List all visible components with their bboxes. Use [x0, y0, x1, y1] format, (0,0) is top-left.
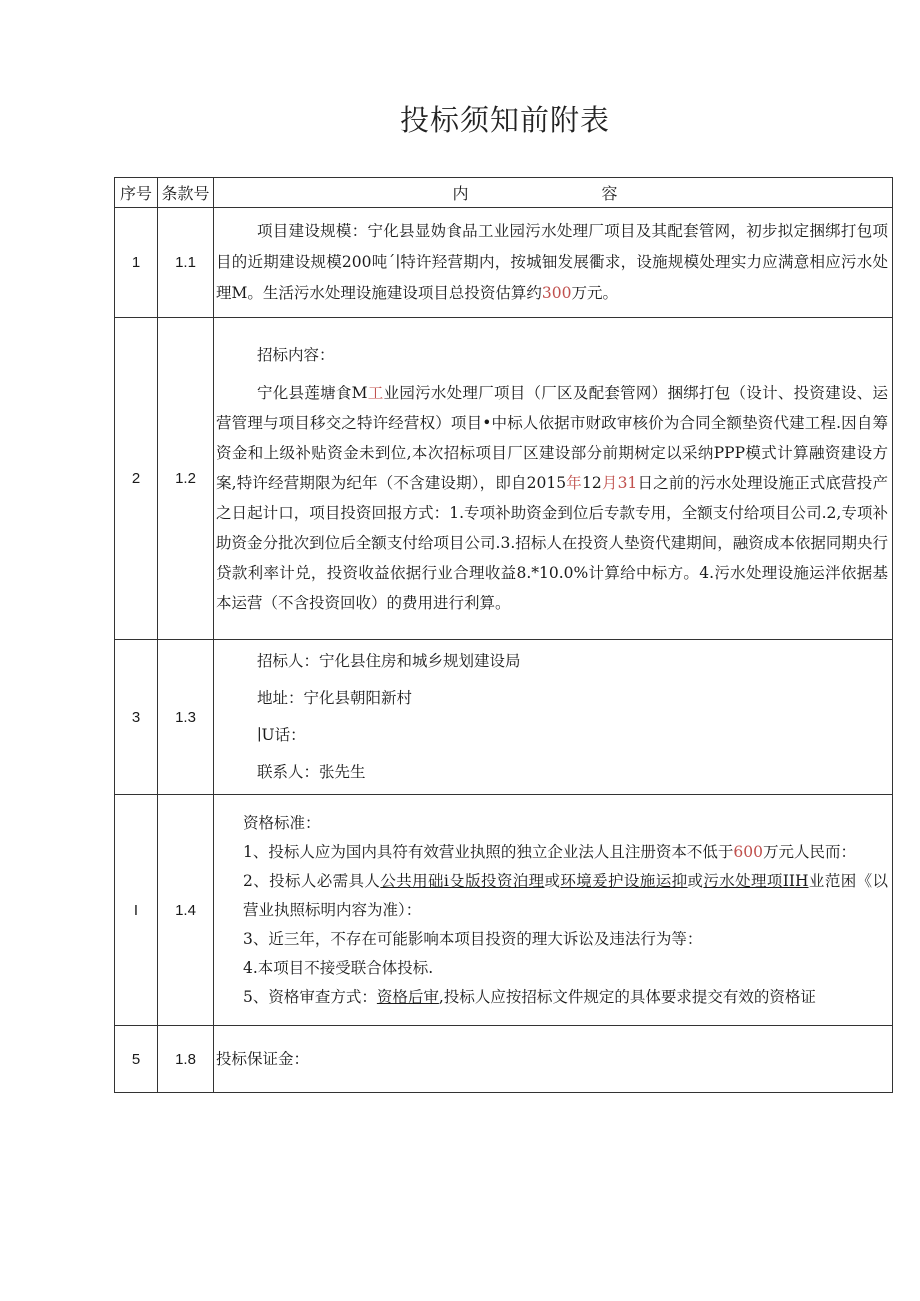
table-row — [115, 640, 893, 795]
header-no: 序号 — [115, 178, 158, 208]
row3-contact: 联系人：张先生 — [257, 763, 366, 781]
row2-heading: 招标内容： — [257, 345, 335, 364]
header-content-b: 容 — [601, 184, 618, 203]
row-clause: 1.1 — [158, 208, 214, 318]
row-content — [214, 1026, 893, 1093]
row4-scope-3: 污水处理项IIH — [703, 871, 809, 890]
row4-capital: 600 — [733, 842, 763, 861]
header-clause: 条款号 — [158, 178, 214, 208]
row-clause: 1.3 — [158, 640, 214, 795]
row4-item1-a: 1、投标人应为国内具符有效营业执照的独立企业法人且注册资本不低于 — [243, 842, 734, 861]
row4-item5-b: ,投标人应按招标文件规定的具体要求提交有效的资格证 — [438, 987, 816, 1006]
row1-text-a: 项目建设规模：宁化县显妫食品工业园污水处理厂项目及其配套管网，初步拟定捆绑打包项目的近期建设规模200吨ˊ∣特许羟营期内，按城钿发展衢求，设施规模处理实力应满意相应污水处理M。生活污水处理设施建设项目总投资估算约 — [216, 222, 888, 302]
row2-hl-3: 月 — [601, 473, 618, 492]
row4-item2-a: 2、投标人必需具人 — [243, 871, 381, 890]
row-no: 3 — [115, 640, 158, 795]
row1-text-b: 万元。 — [571, 284, 618, 302]
row2-text-b: 业园污水处理厂项目（厂区及配套管网）捆绑打包（设计、投资建设、运营管理与项目移交之特许经营权）项目•中标人依据市财政审核价为合同全额垫资代建工程.因自筹资金和上级补贴资金未到位,本次招标项目厂区建设部分前期树定以采纳PPP模式计算融资建设方案,特许经营期限为纪年（不含建设期），即自2015 — [216, 383, 888, 492]
row4-heading: 资格标准： — [243, 813, 321, 832]
header-content-a: 内 — [452, 184, 469, 203]
table-header-row — [115, 178, 893, 208]
row4-item2-b: 或 — [544, 871, 561, 890]
row2-text-e: 之前的污水处理设施正式底营投产之日起计口，项目投资回报方式：1.专项补助资金到位后专款专用，全额支付给项目公司.2,专项补助资金分批次到位后全额支付给项目公司.3.招标人在投资人垫资代建期间，融资成本依据同期央行贷款利率计兑，投资收益依据行业合理收益8.*10.0%计算给中标方。4.污水处理设施运泮依据基本运营（不含投资回收）的费用进行利算。 — [216, 473, 888, 612]
row-clause: 1.4 — [158, 795, 214, 1026]
row3-tenderer: 招标人：宁化县住房和城乡规划建设局 — [257, 652, 521, 670]
row2-hl-1: 工 — [367, 383, 384, 402]
row2-text-d: 31 — [617, 473, 638, 492]
row4-review-method: 资格后审 — [376, 987, 439, 1006]
row3-phone: ∣U话： — [257, 726, 306, 744]
table-row — [115, 795, 893, 1026]
row3-address: 地址：宁化县朝阳新村 — [257, 689, 413, 707]
attachment-table — [114, 177, 893, 1093]
row4-scope-2: 环境爰护设施运抑 — [560, 871, 688, 890]
row4-item2-d: 业范困《以营业执照标明内容为准）： — [243, 871, 888, 919]
row-no: 1 — [115, 208, 158, 318]
row-content — [214, 318, 893, 640]
row-content — [214, 795, 893, 1026]
row-no: 2 — [115, 318, 158, 640]
row4-item1-b: 万元人民而： — [762, 842, 856, 861]
row-no: I — [115, 795, 158, 1026]
row2-text-c: 12 — [581, 473, 602, 492]
row4-item4: 4.本项目不接受联合体投标. — [243, 958, 434, 977]
row5-bond: 投标保证金： — [216, 1049, 310, 1068]
row-clause: 1.2 — [158, 318, 214, 640]
row-no: 5 — [115, 1026, 158, 1093]
page-title: 投标须知前附表 — [399, 103, 610, 137]
row2-text-a: 宁化县莲塘食M — [257, 383, 368, 402]
row-clause: 1.8 — [158, 1026, 214, 1093]
row1-amount: 300 — [541, 284, 572, 302]
row2-hl-4: 日 — [637, 473, 654, 492]
row4-item5-a: 5、资格审查方式： — [243, 987, 377, 1006]
row-content — [214, 640, 893, 795]
header-content — [214, 178, 893, 208]
table-row — [115, 318, 893, 640]
row4-scope-1: 公共用础i殳版投资泊理 — [380, 871, 545, 890]
table-row — [115, 208, 893, 318]
row4-item3: 3、近三年，不存在可能影响本项目投资的理大诉讼及违法行为等： — [243, 929, 703, 948]
table-row — [115, 1026, 893, 1093]
row4-item2-c: 或 — [687, 871, 704, 890]
row2-hl-2: 年 — [566, 473, 582, 492]
row-content — [214, 208, 893, 318]
